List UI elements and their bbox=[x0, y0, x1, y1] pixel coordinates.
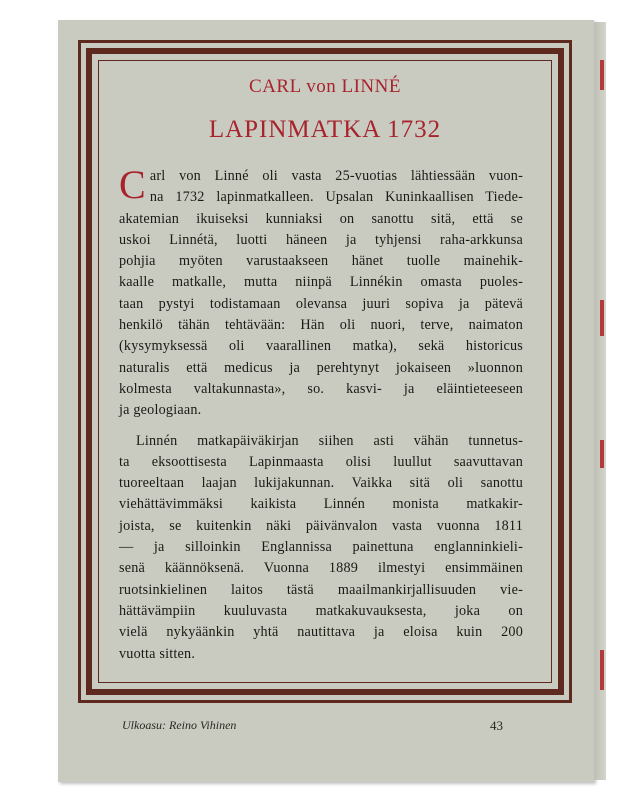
text-line: hättävämpiin kuuluvasta matkakuvauksesta, joka on bbox=[119, 602, 523, 619]
text-line: ruotsinkielinen laitos tästä maailmankirjallisuuden vie- bbox=[119, 581, 523, 598]
author-name: CARL von LINNÉ bbox=[249, 76, 401, 97]
text-line: vuotta sitten. bbox=[119, 645, 196, 662]
text-line: viehättävimmäksi kaikista Linnén monista matkakir- bbox=[119, 496, 523, 513]
text-line: kolmesta valtakunnasta», so. kasvi- ja eläintieteeseen bbox=[119, 380, 523, 397]
spine-red-mark bbox=[600, 440, 604, 468]
text-line: henkilö tähän tehtävään: Hän oli nuori, terve, naimaton bbox=[119, 317, 523, 334]
text-line: taan pystyi todistamaan olevansa juuri sopiva ja pätevä bbox=[119, 295, 523, 312]
text-line: ta eksoottisesta Lapinmaasta olisi luullut saavuttavan bbox=[119, 453, 523, 470]
text-line: vielä nykyäänkin yhtä nautittava ja eloisa kuin 200 bbox=[119, 624, 523, 641]
series-number: 43 bbox=[490, 718, 503, 733]
spine-red-mark bbox=[600, 300, 604, 336]
blurb-text bbox=[119, 162, 523, 665]
paragraph-2 bbox=[119, 431, 523, 665]
spine-red-mark bbox=[600, 650, 604, 690]
text-line: naturalis että medicus ja perehtynyt jokaiseen »luonnon bbox=[119, 359, 523, 376]
text-line: pohjia myöten varustaakseen hänet tuolle mainehik- bbox=[119, 253, 523, 270]
text-line: kaalle matkalle, mutta niinpä Linnékin omasta puoles- bbox=[119, 274, 523, 291]
text-line: ja geologiaan. bbox=[119, 402, 202, 419]
paragraph-1 bbox=[119, 162, 523, 422]
drop-cap: C bbox=[119, 162, 146, 207]
text-line: senä käännöksenä. Vuonna 1889 ilmestyi ensimmäinen bbox=[119, 560, 523, 577]
text-line: (kysymyksessä oli vaarallinen matka), sekä historicus bbox=[119, 338, 523, 355]
text-line: — ja silloinkin Englannissa painettuna englanninkieli- bbox=[119, 539, 523, 556]
text-line: arl von Linné oli vasta 25-vuotias lähtiessään vuon- bbox=[149, 168, 523, 184]
spine-red-mark bbox=[600, 60, 604, 90]
text-line: joista, se kuitenkin näki päivänvalon vasta vuonna 1811 bbox=[119, 517, 523, 534]
text-line: na 1732 lapinmatkalleen. Upsalan Kuninkaallisen Tiede- bbox=[149, 189, 523, 206]
book-title: LAPINMATKA 1732 bbox=[208, 116, 442, 143]
text-line: tuoreeltaan laajan lukijakunnan. Vaikka sitä oli sanottu bbox=[119, 475, 523, 492]
text-line: akatemian ikuiseksi kunniaksi on sanottu sitä, että se bbox=[119, 210, 523, 227]
designer-credit: Ulkoasu: Reino Vihinen bbox=[122, 718, 237, 732]
text-line: uskoi Linnétä, luotti häneen ja tyhjensi raha-arkkunsa bbox=[119, 231, 523, 248]
text-line: Linnén matkapäiväkirjan siihen asti vähän tunnetus- bbox=[136, 432, 523, 449]
